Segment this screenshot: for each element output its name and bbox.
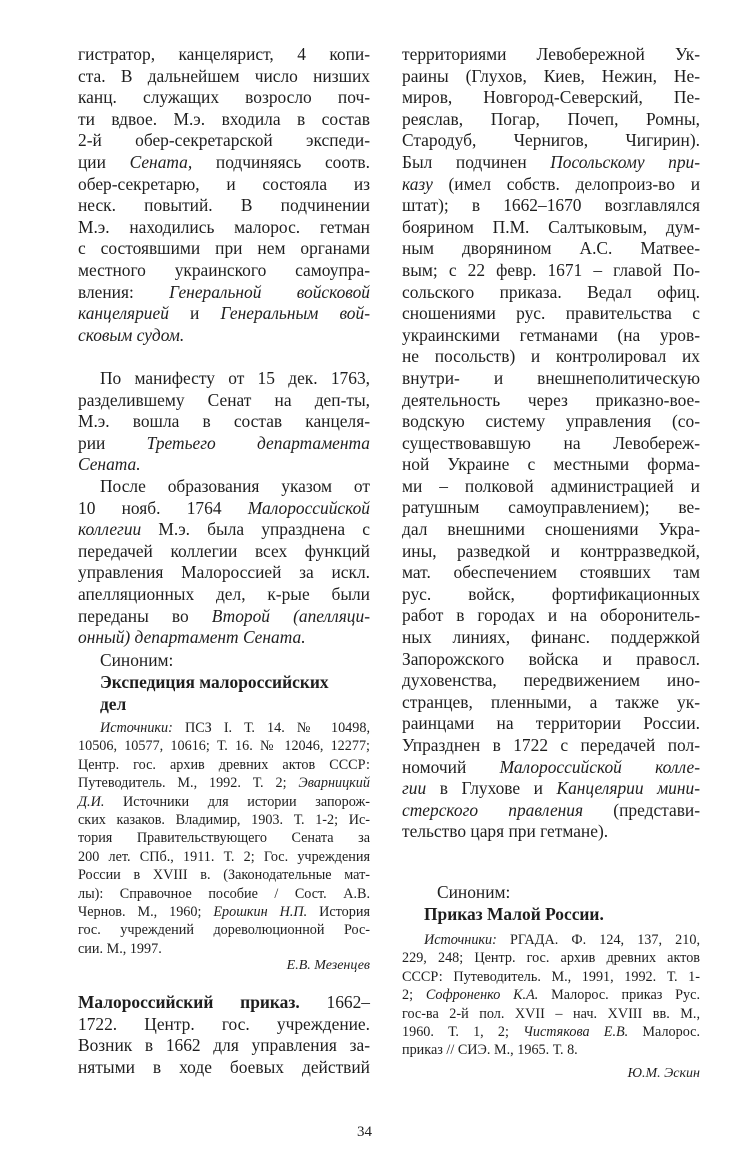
text-run: По манифесту от 15 дек. 1763, (100, 368, 370, 388)
text-run: разделившему Сенат на деп-ты, (78, 389, 370, 410)
text-line (78, 476, 370, 498)
text-line (78, 992, 370, 1014)
text-line (78, 774, 370, 792)
text-line (78, 719, 370, 737)
text-run: Софроненко К.А. (425, 987, 539, 1004)
text-run: гос. учреждений дореволюционной Рос- (78, 922, 370, 939)
text-run: подчиняясь соотв. (192, 151, 370, 172)
text-line (78, 811, 370, 829)
text-line (78, 325, 370, 347)
text-line (402, 562, 700, 584)
text-line (402, 1041, 700, 1059)
text-line (402, 497, 700, 519)
text-line (402, 670, 700, 692)
text-line (402, 109, 700, 131)
text-line (78, 87, 370, 109)
text-line (78, 152, 370, 174)
text-run: Д.И. (78, 793, 105, 810)
text-run: Малороссийской колле- (499, 756, 700, 777)
text-run: ПСЗ I. Т. 14. № 10498, (172, 720, 370, 736)
text-line (78, 433, 370, 455)
text-run: Генеральным вой- (220, 303, 370, 324)
text-line (78, 1014, 370, 1036)
text-line (402, 1023, 700, 1041)
text-run: М.э. вошла в состав канцеля- (78, 411, 370, 432)
text-run: ных линиях, финанс. поддержкой (402, 627, 700, 648)
text-run: России в XVIII в. (Законодательные мат- (78, 867, 370, 884)
entry-malorossiyskiy-prikaz (78, 992, 370, 1078)
right-paragraph-1 (402, 44, 700, 843)
text-run: Чистякова Е.В. (523, 1023, 629, 1040)
text-run: обер-секретарю, и состояла из (78, 173, 370, 194)
text-run: онный) департамент Сената. (78, 627, 306, 648)
text-run: М.э. находились малорос. гетман (78, 216, 370, 237)
text-run: управления Малороссией за искл. (78, 562, 370, 583)
text-run: канц. служащих возросло поч- (78, 87, 370, 108)
text-run: штат); в 1662–1670 возглавлялся (402, 195, 700, 216)
text-line (78, 606, 370, 628)
text-line (402, 649, 700, 671)
text-run: Малороссийский приказ. (78, 992, 300, 1012)
text-line (402, 800, 700, 822)
text-run: дал внешними сношениями Укра- (402, 519, 700, 540)
text-line (78, 866, 370, 884)
text-run: ти вдвое. М.э. входила в состав (78, 108, 370, 129)
text-run: раины (Глухов, Киев, Нежин, Не- (402, 65, 700, 86)
text-line (78, 498, 370, 520)
sources-list (78, 719, 370, 958)
synonym-term (78, 672, 370, 715)
text-run: и (168, 303, 221, 324)
text-line (78, 1057, 370, 1079)
synonym-term (402, 904, 700, 926)
text-line (78, 411, 370, 433)
text-run: миров, Новгород-Северский, Пе- (402, 87, 700, 108)
text-line (78, 584, 370, 606)
text-run: (представи- (583, 799, 700, 820)
left-paragraph-2 (78, 368, 370, 476)
text-run: дел (100, 693, 127, 714)
text-run: Сената. (78, 454, 141, 475)
text-line (402, 66, 700, 88)
text-run: гии (402, 778, 427, 799)
text-run: не посольств) и контролировал их (402, 346, 700, 367)
text-line (402, 325, 700, 347)
text-line (78, 130, 370, 152)
text-run: (имел собств. делопроиз-во и (432, 173, 700, 194)
text-run: местного украинского самоупра- (78, 259, 370, 280)
text-line (402, 968, 700, 986)
text-line (402, 454, 700, 476)
text-run: Запорожского войска и правосл. (402, 648, 700, 669)
text-run: Генеральной войсковой (169, 281, 371, 302)
text-line (402, 260, 700, 282)
text-line (78, 195, 370, 217)
text-line (78, 238, 370, 260)
text-run: ины, разведкой и контрразведкой, (402, 540, 700, 561)
text-run: Малороссийской (247, 497, 370, 518)
text-run: духовенства, передвижением ино- (402, 670, 700, 691)
text-line (78, 672, 370, 694)
text-run: сольского приказа. Ведал офиц. (402, 281, 700, 302)
text-run: РГАДА. Ф. 124, 137, 210, (496, 932, 700, 948)
text-line (78, 627, 370, 649)
text-run: рус. войск, фортификационных (402, 583, 700, 604)
text-run: тельство царя при гетмане). (402, 821, 609, 842)
text-line (402, 476, 700, 498)
text-line (78, 303, 370, 325)
text-line (402, 368, 700, 390)
text-run: нятыми в ходе боевых действий (78, 1056, 370, 1077)
text-line (402, 949, 700, 967)
text-run: водскую систему управления (со- (402, 411, 700, 432)
text-run: ратушным самоуправлением); ве- (402, 497, 700, 518)
text-line (402, 778, 700, 800)
text-run: 2; (402, 987, 426, 1004)
text-run: СССР: Путеводитель. М., 1991, 1992. Т. 1- (402, 968, 700, 985)
text-line (402, 390, 700, 412)
synonym-label: Синоним: (100, 650, 174, 670)
text-run: Экспедиция малороссийских (100, 672, 329, 692)
text-line (402, 411, 700, 433)
text-run: Второй (апелляци- (211, 605, 370, 626)
text-line (78, 829, 370, 847)
text-run: сковым судом. (78, 324, 185, 345)
text-line (402, 605, 700, 627)
text-run: Ерошкин Н.П. (213, 903, 308, 920)
sources-list (402, 931, 700, 1060)
text-run: Центр. гос. архив древних актов СССР: (78, 756, 370, 773)
text-line (78, 217, 370, 239)
text-run: 200 лет. СПб., 1911. Т. 2; Гос. учреждения (78, 848, 370, 865)
left-paragraph-1 (78, 44, 370, 346)
text-run: реяслав, Погар, Почеп, Ромны, (402, 108, 700, 129)
text-run: внутри- и внешнеполитическую (402, 367, 700, 388)
text-run: 10506, 10577, 10616; Т. 16. № 12046, 12277; (78, 738, 370, 755)
text-line (78, 282, 370, 304)
text-line (78, 885, 370, 903)
text-line (402, 44, 700, 66)
text-line (402, 821, 700, 843)
text-run: Приказ Малой России. (424, 904, 604, 924)
text-run: неск. повытий. В подчинении (78, 195, 370, 216)
text-run: История (307, 903, 370, 920)
text-run: раинцами на территории России. (402, 713, 700, 734)
text-line (78, 921, 370, 939)
text-line (402, 346, 700, 368)
text-line (78, 562, 370, 584)
synonym-label: Синоним: (437, 882, 511, 902)
text-run: гистратор, канцелярист, 4 копи- (78, 44, 370, 64)
text-line (402, 931, 700, 949)
text-line (402, 87, 700, 109)
text-run: деятельность через приказно-вое- (402, 389, 700, 410)
text-line (78, 66, 370, 88)
text-run: странцев, пленными, а также ук- (402, 691, 700, 712)
text-run: ным дворянином А.С. Матвее- (402, 238, 700, 259)
text-line (78, 793, 370, 811)
text-line (78, 940, 370, 958)
text-run: Источники для истории запорож- (104, 793, 370, 810)
text-line (78, 694, 370, 716)
text-line (78, 1035, 370, 1057)
text-line (78, 756, 370, 774)
text-line (402, 1005, 700, 1023)
author-signature: Е.В. Мезенцев (286, 958, 370, 973)
text-run: территориями Левобережной Ук- (402, 44, 700, 64)
text-line (402, 713, 700, 735)
text-line (78, 368, 370, 390)
text-run: Третьего департамента (146, 432, 370, 453)
text-run: Путеводитель. М., 1992. Т. 2; (78, 775, 299, 792)
text-run: Чернов. М., 1960; (78, 903, 214, 920)
text-line (78, 44, 370, 66)
text-run: Малорос. приказ Рус. (538, 987, 700, 1004)
text-line (78, 848, 370, 866)
text-line (402, 904, 700, 926)
text-run: коллегии (78, 519, 142, 540)
text-run: рии (78, 432, 147, 453)
text-run: работ в городах и на оборонитель- (402, 605, 700, 626)
text-line (78, 109, 370, 131)
text-run: Посольскому при- (550, 151, 700, 172)
text-run: 1960. Т. 1, 2; (402, 1023, 524, 1040)
text-line (78, 454, 370, 476)
text-run: 229, 248; Центр. гос. архив древних актов (402, 950, 700, 967)
text-run: М.э. была упразднена с (141, 519, 370, 540)
text-line (402, 627, 700, 649)
text-run: ции (78, 151, 130, 172)
text-run: Канцелярии мини- (556, 778, 700, 799)
text-run: ста. В дальнейшем число низших (78, 65, 370, 86)
text-run: украинскими гетманами (на уров- (402, 324, 700, 345)
page-number: 34 (357, 1124, 372, 1140)
text-run: тория Правительствующего Сената за (78, 830, 370, 847)
text-line (402, 238, 700, 260)
text-line (402, 217, 700, 239)
text-run: вления: (78, 281, 170, 302)
text-run: ми – полковой администрацией и (402, 475, 700, 496)
text-run: Сената, (129, 151, 193, 172)
text-run: боярином П.М. Салтыковым, дум- (402, 216, 700, 237)
text-line (78, 260, 370, 282)
text-run: 10 нояб. 1764 (78, 497, 248, 518)
text-line (402, 692, 700, 714)
text-line (402, 519, 700, 541)
text-run: номочий (402, 756, 500, 777)
text-line (402, 541, 700, 563)
text-run: 1662– (299, 992, 371, 1012)
text-run: Источники: (424, 932, 497, 948)
text-line (402, 303, 700, 325)
text-run: 1722. Центр. гос. учреждение. (78, 1013, 370, 1034)
text-line (78, 519, 370, 541)
text-line (78, 541, 370, 563)
text-line (402, 986, 700, 1004)
text-run: Возник в 1662 для управления за- (78, 1035, 370, 1056)
text-run: Источники: (100, 720, 173, 736)
text-line (402, 174, 700, 196)
text-run: Был подчинен (402, 151, 551, 172)
text-run: приказ // СИЭ. М., 1965. Т. 8. (402, 1042, 578, 1059)
text-line (402, 282, 700, 304)
text-run: апелляционных дел, к-рые были (78, 583, 370, 604)
text-run: в Глухове и (426, 778, 557, 799)
text-line (402, 433, 700, 455)
text-run: ной Украине с местными форма- (402, 454, 700, 475)
text-line (402, 757, 700, 779)
text-line (402, 735, 700, 757)
text-line (402, 195, 700, 217)
text-run: стерского правления (402, 799, 584, 820)
text-run: мат. обеспечением стоявших там (402, 562, 700, 583)
text-line (402, 152, 700, 174)
text-run: Малорос. (628, 1023, 701, 1040)
author-signature: Ю.М. Эскин (627, 1066, 700, 1081)
text-line (78, 903, 370, 921)
text-run: сии. М., 1997. (78, 940, 162, 957)
left-paragraph-3 (78, 476, 370, 649)
text-run: 2-й обер-секретарской экспеди- (78, 130, 370, 151)
text-run: гос-ва 2-й пол. XVII – нач. XVIII вв. М., (402, 1005, 700, 1022)
text-run: лы): Справочное пособие / Сост. А.В. (78, 885, 370, 902)
text-run: вым; с 22 февр. 1671 – главой По- (402, 259, 700, 280)
text-line (78, 737, 370, 755)
text-run: Эварницкий (298, 775, 370, 792)
text-run: существовавшую на Левобереж- (402, 432, 700, 453)
text-line (78, 174, 370, 196)
text-run: Стародуб, Чернигов, Чигирин). (402, 130, 700, 151)
text-run: казу (402, 173, 433, 194)
text-run: После образования указом от (100, 476, 370, 496)
text-run: ских казаков. Владимир, 1903. Т. 1-2; Ис- (78, 811, 370, 828)
text-run: канцелярией (78, 303, 169, 324)
text-run: переданы во (78, 605, 212, 626)
text-run: сношениями рус. правительства с (402, 303, 700, 324)
text-run: Упразднен в 1722 с передачей пол- (402, 735, 700, 755)
text-line (402, 130, 700, 152)
text-run: с состоявшими при нем органами (78, 238, 370, 259)
text-line (402, 584, 700, 606)
text-line (78, 390, 370, 412)
text-run: передачей коллегии всех функций (78, 540, 370, 561)
